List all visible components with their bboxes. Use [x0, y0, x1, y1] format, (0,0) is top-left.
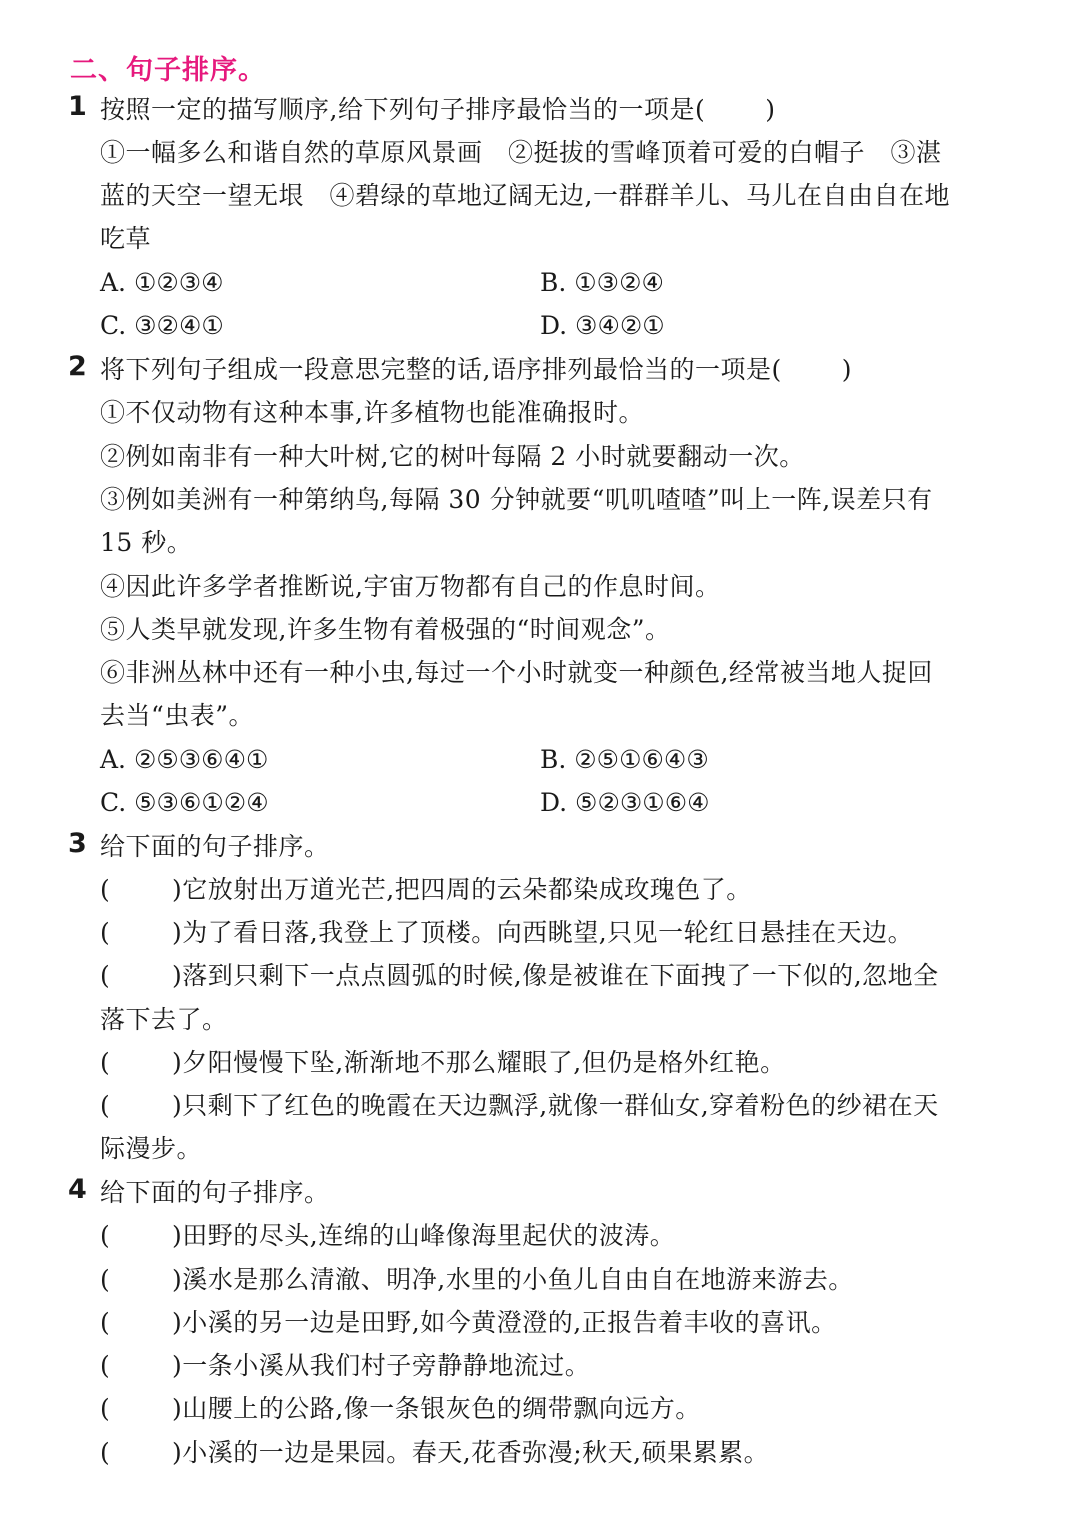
option-a[interactable]: A. ①②③④ — [100, 268, 224, 297]
question-number: 4 — [68, 1174, 87, 1205]
sentence-item: )山腰上的公路,像一条银灰色的绸带飘向远方。 — [172, 1394, 701, 1423]
section-title: 二、句子排序。 — [70, 55, 266, 86]
option-d[interactable]: D. ③④②① — [540, 311, 665, 340]
stem-text: 将下列句子组成一段意思完整的话,语序排列最恰当的一项是( — [100, 355, 782, 384]
answer-bracket[interactable]: ( — [100, 1308, 110, 1337]
sentence-line: ③例如美洲有一种第纳鸟,每隔 30 分钟就要“叽叽喳喳”叫上一阵,误差只有 — [100, 485, 933, 514]
sentence-line: 去当“虫表”。 — [100, 701, 255, 730]
sentence-line: ⑤人类早就发现,许多生物有着极强的“时间观念”。 — [100, 615, 671, 644]
answer-bracket[interactable]: ( — [100, 1438, 110, 1467]
question-stem — [100, 348, 1030, 391]
question-number: 2 — [68, 351, 87, 382]
answer-bracket[interactable]: ( — [100, 1221, 110, 1250]
sentence-item: )夕阳慢慢下坠,渐渐地不那么耀眼了,但仍是格外红艳。 — [172, 1048, 786, 1077]
sentence-item: )只剩下了红色的晚霞在天边飘浮,就像一群仙女,穿着粉色的纱裙在天 — [172, 1091, 939, 1120]
stem-text: 按照一定的描写顺序,给下列句子排序最恰当的一项是( — [100, 95, 706, 124]
question-stem: 给下面的句子排序。 — [100, 1178, 330, 1207]
answer-bracket[interactable]: ( — [100, 961, 110, 990]
sentence-item: )小溪的另一边是田野,如今黄澄澄的,正报告着丰收的喜讯。 — [172, 1308, 837, 1337]
sentence-line: 15 秒。 — [100, 528, 193, 557]
option-d[interactable]: D. ⑤②③①⑥④ — [540, 788, 710, 817]
question-stem: 给下面的句子排序。 — [100, 832, 330, 861]
option-c[interactable]: C. ③②④① — [100, 311, 224, 340]
sentence-item: )田野的尽头,连绵的山峰像海里起伏的波涛。 — [172, 1221, 676, 1250]
sentence-line: 吃草 — [100, 224, 152, 253]
sentence-item: )为了看日落,我登上了顶楼。向西眺望,只见一轮红日悬挂在天边。 — [172, 918, 914, 947]
sentence-line: ⑥非洲丛林中还有一种小虫,每过一个小时就变一种颜色,经常被当地人捉回 — [100, 658, 933, 687]
sentence-line: ①不仅动物有这种本事,许多植物也能准确报时。 — [100, 398, 644, 427]
answer-bracket[interactable]: ( — [100, 1048, 110, 1077]
sentence-item: )一条小溪从我们村子旁静静地流过。 — [172, 1351, 591, 1380]
sentence-item: )小溪的一边是果园。春天,花香弥漫;秋天,硕果累累。 — [172, 1438, 770, 1467]
sentence-continuation: 落下去了。 — [100, 1005, 228, 1034]
answer-bracket[interactable]: ( — [100, 1351, 110, 1380]
option-b[interactable]: B. ①③②④ — [540, 268, 664, 297]
option-b[interactable]: B. ②⑤①⑥④③ — [540, 745, 709, 774]
sentence-continuation: 际漫步。 — [100, 1134, 203, 1163]
question-number: 1 — [68, 91, 87, 122]
stem-close-paren: ) — [841, 355, 852, 384]
answer-bracket[interactable]: ( — [100, 875, 110, 904]
question-stem — [100, 88, 1030, 131]
option-a[interactable]: A. ②⑤③⑥④① — [100, 745, 269, 774]
sentence-line: 蓝的天空一望无垠 ④碧绿的草地辽阔无边,一群群羊儿、马儿在自由自在地 — [100, 181, 950, 210]
sentence-line: ②例如南非有一种大叶树,它的树叶每隔 2 小时就要翻动一次。 — [100, 442, 805, 471]
sentence-line: ①一幅多么和谐自然的草原风景画 ②挺拔的雪峰顶着可爱的白帽子 ③湛 — [100, 138, 942, 167]
stem-close-paren: ) — [765, 95, 776, 124]
sentence-item: )溪水是那么清澈、明净,水里的小鱼儿自由自在地游来游去。 — [172, 1265, 854, 1294]
answer-bracket[interactable]: ( — [100, 1394, 110, 1423]
answer-bracket[interactable]: ( — [100, 918, 110, 947]
answer-bracket[interactable]: ( — [100, 1091, 110, 1120]
question-number: 3 — [68, 828, 87, 859]
option-c[interactable]: C. ⑤③⑥①②④ — [100, 788, 269, 817]
sentence-line: ④因此许多学者推断说,宇宙万物都有自己的作息时间。 — [100, 572, 721, 601]
answer-bracket[interactable]: ( — [100, 1265, 110, 1294]
sentence-item: )落到只剩下一点点圆弧的时候,像是被谁在下面拽了一下似的,忽地全 — [172, 961, 939, 990]
sentence-item: )它放射出万道光芒,把四周的云朵都染成玫瑰色了。 — [172, 875, 752, 904]
